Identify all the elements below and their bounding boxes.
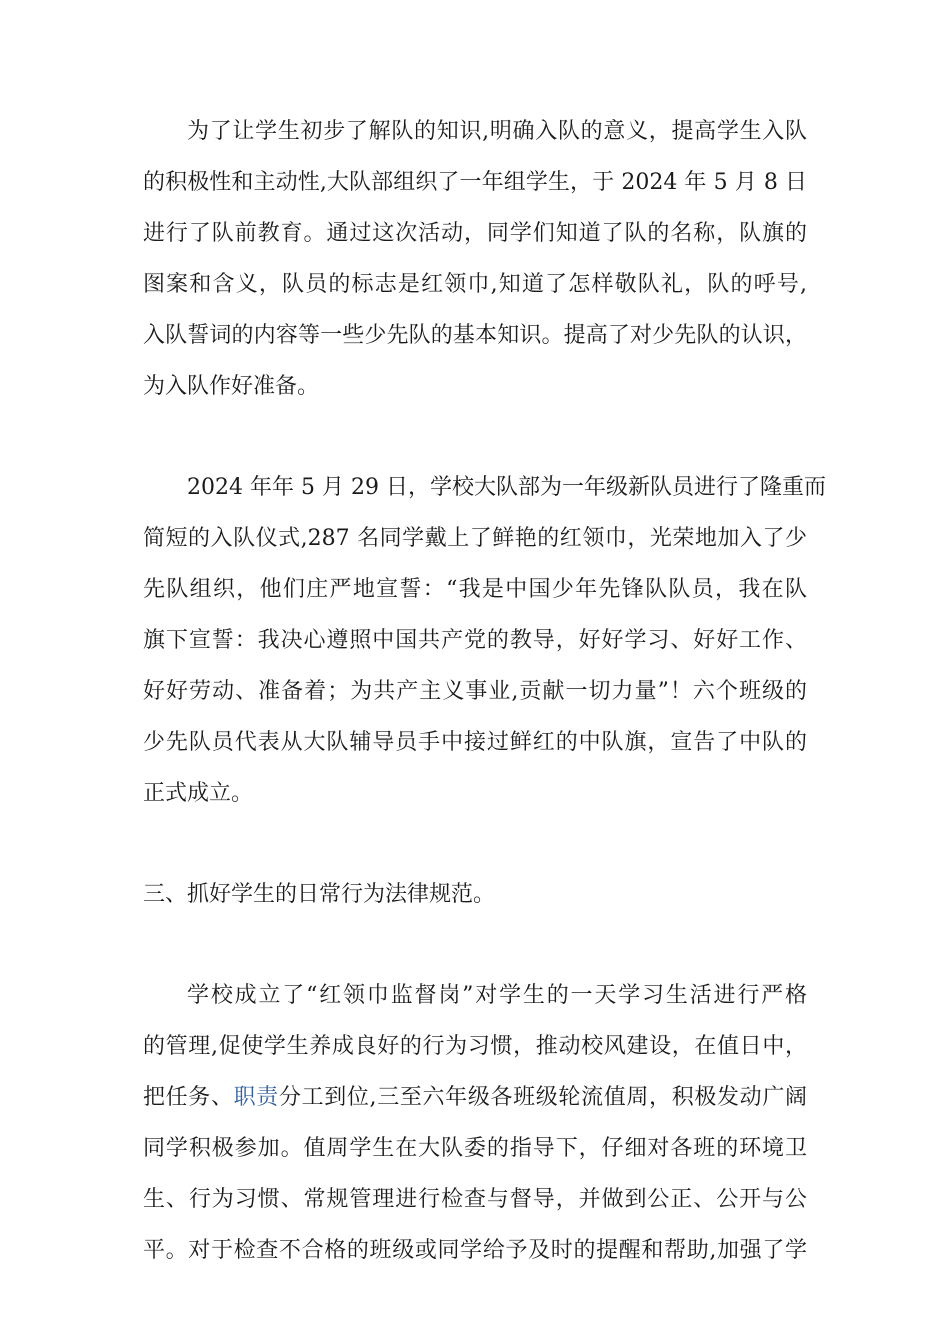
text-line: 图案和含义，队员的标志是红领巾,知道了怎样敬队礼，队的呼号, xyxy=(143,272,807,297)
text-line: 正式成立。 xyxy=(143,781,254,806)
text-line: 旗下宣誓：我决心遵照中国共产党的教导，好好学习、好好工作、 xyxy=(143,628,807,653)
text-line: 进行了队前教育。通过这次活动，同学们知道了队的名称，队旗的 xyxy=(143,221,807,246)
text-line: 为了让学生初步了解队的知识,明确入队的意义，提高学生入队 xyxy=(187,119,807,144)
paragraph-3 xyxy=(143,970,807,1276)
text-line: 入队誓词的内容等一些少先队的基本知识。提高了对少先队的认识， xyxy=(143,323,807,348)
paragraph-spacer xyxy=(143,920,807,970)
paragraph-spacer xyxy=(143,819,807,869)
text-line: 2024 年年 5 月 29 日，学校大队部为一年级新队员进行了隆重而 xyxy=(187,475,826,500)
text-line: 先队组织，他们庄严地宣誓：“我是中国少年先锋队队员，我在队 xyxy=(143,577,807,602)
paragraph-2 xyxy=(143,462,826,819)
paragraph-spacer xyxy=(143,412,807,462)
text-line: 的积极性和主动性,大队部组织了一年组学生，于 2024 年 5 月 8 日 xyxy=(143,170,807,195)
text-segment: 分工到位,三至六年级各班级轮流值周，积极发动广阔 xyxy=(278,1085,807,1110)
paragraph-1 xyxy=(143,106,807,412)
text-segment: 把任务、 xyxy=(143,1085,234,1110)
text-line: 简短的入队仪式,287 名同学戴上了鲜艳的红领巾，光荣地加入了少 xyxy=(143,526,807,551)
section-heading: 三、抓好学生的日常行为法律规范。 xyxy=(143,882,496,907)
duty-link[interactable]: 职责 xyxy=(233,1085,279,1110)
text-line: 的管理,促使学生养成良好的行为习惯，推动校风建设，在值日中， xyxy=(143,1034,807,1059)
text-line: 好好劳动、准备着；为共产主义事业,贡献一切力量”！六个班级的 xyxy=(143,679,807,704)
text-line: 平。对于检查不合格的班级或同学给予及时的提醒和帮助,加强了学 xyxy=(143,1238,807,1263)
text-line: 少先队员代表从大队辅导员手中接过鲜红的中队旗，宣告了中队的 xyxy=(143,730,807,755)
text-line: 学校成立了“红领巾监督岗”对学生的一天学习生活进行严格 xyxy=(187,983,807,1008)
text-line: 为入队作好准备。 xyxy=(143,374,320,399)
document-page xyxy=(143,106,826,1276)
text-line: 生、行为习惯、常规管理进行检查与督导，并做到公正、公开与公 xyxy=(143,1187,807,1212)
text-line xyxy=(143,1072,807,1123)
text-line: 同学积极参加。值周学生在大队委的指导下，仔细对各班的环境卫 xyxy=(143,1136,807,1161)
